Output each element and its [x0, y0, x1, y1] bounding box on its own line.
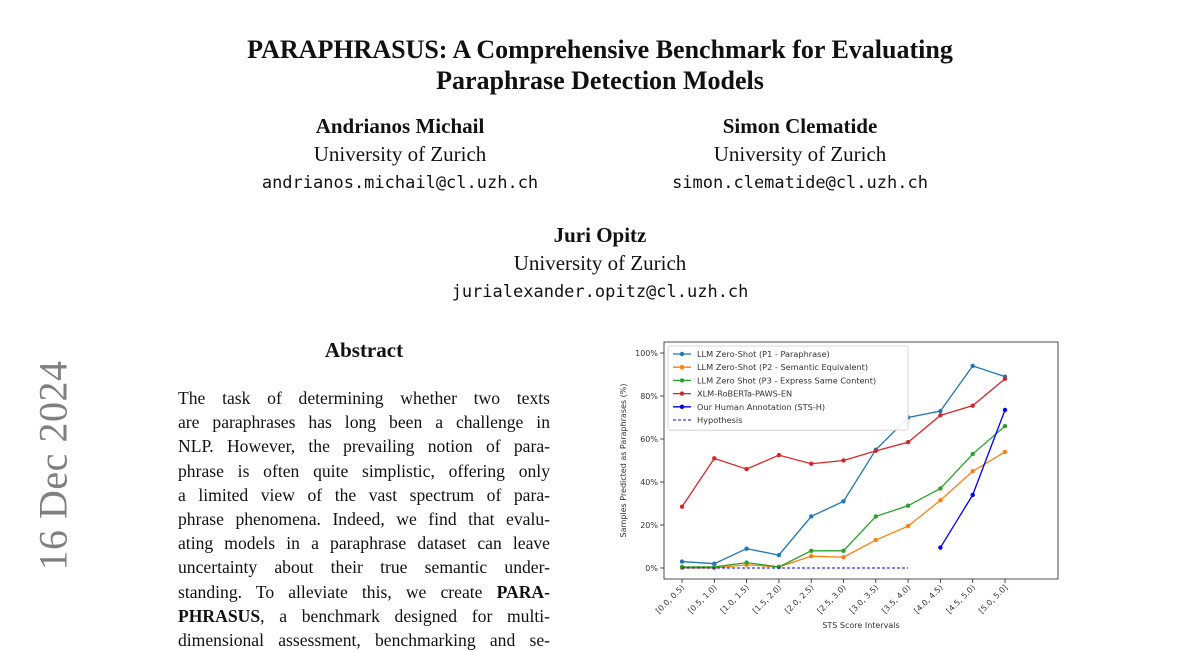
data-point [841, 549, 845, 553]
x-tick-label: [3.0, 3.5) [847, 583, 881, 616]
data-point [1003, 424, 1007, 428]
x-tick-label: [5.0, 5.0] [977, 583, 1010, 616]
data-point [938, 413, 942, 417]
abstract-line: ating models in a paraphrase dataset can leave [178, 533, 550, 554]
data-point [971, 469, 975, 473]
data-point [971, 452, 975, 456]
x-tick-label: [1.0, 1.5) [718, 583, 752, 616]
arxiv-date-stamp [8, 300, 98, 630]
y-tick-label: 0% [645, 564, 658, 573]
legend-swatch-marker [680, 378, 684, 382]
data-point [680, 565, 684, 569]
x-tick-label: [4.5, 5.0) [944, 583, 978, 616]
data-point [744, 467, 748, 471]
x-tick-label: [2.0, 2.5) [783, 583, 816, 616]
legend-swatch-marker [680, 352, 684, 356]
y-tick-label: 20% [640, 521, 658, 530]
y-tick-label: 60% [640, 435, 658, 444]
title-line-1: PARAPHRASUS: A Comprehensive Benchmark for Evaluating [247, 35, 953, 64]
abstract-line: are paraphrases has long been a challenge in [178, 412, 550, 433]
data-point [938, 498, 942, 502]
data-point [777, 553, 781, 557]
data-point [809, 514, 813, 518]
data-point [971, 403, 975, 407]
y-tick-label: 100% [635, 349, 658, 358]
legend-entry-label: LLM Zero-Shot (P2 - Semantic Equivalent) [697, 362, 869, 373]
author-affiliation: University of Zurich [713, 142, 887, 166]
legend-entry-label: LLM Zero Shot (P3 - Express Same Content) [697, 375, 877, 386]
legend-entry-label: Our Human Annotation (STS-H) [697, 401, 826, 412]
data-point [809, 554, 813, 558]
abstract-line: a limited view of the vast spectrum of para- [178, 484, 550, 505]
data-point [938, 545, 942, 549]
data-point [1003, 377, 1007, 381]
y-axis-label: Samples Predicted as Paraphrases (%) [619, 383, 628, 538]
line-chart [612, 336, 1072, 648]
paraphrasus-name-part: PARA- [496, 581, 550, 602]
author-name: Simon Clematide [722, 114, 878, 138]
paper-title [0, 34, 1200, 96]
data-point [906, 503, 910, 507]
data-point [874, 514, 878, 518]
figure-chart [612, 336, 1072, 648]
author-email: jurialexander.opitz@cl.uzh.ch [451, 282, 749, 302]
data-point [744, 546, 748, 550]
data-point [1003, 408, 1007, 412]
data-point [971, 364, 975, 368]
abstract-body [178, 386, 550, 652]
data-point [874, 538, 878, 542]
data-point [938, 409, 942, 413]
x-tick-label: [1.5, 2.0) [750, 583, 784, 616]
abstract-line: dimensional assessment, benchmarking and se- [178, 630, 550, 651]
abstract-line-mixed [178, 604, 550, 628]
legend-swatch-marker [680, 391, 684, 395]
data-point [971, 493, 975, 497]
data-point [744, 560, 748, 564]
author-block-3 [400, 221, 800, 307]
abstract-heading: Abstract [324, 338, 404, 362]
author-affiliation: University of Zurich [313, 142, 487, 166]
abstract-line-mixed [178, 580, 550, 604]
legend-entry-label: LLM Zero-Shot (P1 - Paraphrase) [697, 349, 830, 359]
legend-swatch-marker [680, 365, 684, 369]
data-point [712, 456, 716, 460]
abstract-text: , a benchmark designed for multi- [260, 605, 550, 626]
data-point [777, 565, 781, 569]
data-point [712, 565, 716, 569]
data-point [1003, 450, 1007, 454]
data-point [809, 462, 813, 466]
abstract-line: phrase is often quite simplistic, offering only [178, 460, 550, 481]
legend-entry-label: Hypothesis [697, 415, 743, 425]
data-point [809, 549, 813, 553]
author-email: simon.clematide@cl.uzh.ch [672, 173, 928, 193]
x-tick-label: [4.0, 4.5) [912, 583, 945, 616]
y-tick-label: 40% [640, 478, 658, 487]
data-point [841, 555, 845, 559]
author-email: andrianos.michail@cl.uzh.ch [261, 173, 539, 193]
title-line-2: Paraphrase Detection Models [436, 66, 764, 95]
x-tick-label: [0.5, 1.0) [686, 583, 719, 616]
abstract-line: phrase phenomena. Indeed, we find that evalu- [178, 509, 550, 530]
abstract-line: The task of determining whether two texts [178, 388, 550, 408]
x-tick-label: [3.5, 4.0) [880, 583, 913, 616]
data-point [680, 559, 684, 563]
author-block-2 [630, 112, 970, 198]
author-name: Andrianos Michail [315, 114, 485, 138]
data-point [680, 505, 684, 509]
author-block-1 [230, 112, 570, 198]
x-tick-label: [0.0, 0.5) [654, 583, 687, 616]
legend-swatch-marker [680, 405, 684, 409]
legend-entry-label: XLM-RoBERTa-PAWS-EN [697, 388, 793, 399]
author-name: Juri Opitz [553, 223, 647, 247]
arxiv-date-text: 16 Dec 2024 [30, 360, 76, 570]
y-tick-label: 80% [640, 392, 658, 401]
data-point [874, 449, 878, 453]
author-affiliation: University of Zurich [513, 251, 687, 275]
data-point [841, 458, 845, 462]
data-point [906, 524, 910, 528]
abstract-line: NLP. However, the prevailing notion of para- [178, 436, 550, 457]
data-point [938, 486, 942, 490]
x-axis-label: STS Score Intervals [822, 621, 900, 630]
data-point [841, 499, 845, 503]
x-tick-label: [2.5, 3.0) [815, 583, 848, 616]
paraphrasus-name-part: PHRASUS [178, 605, 261, 626]
abstract-text: standing. To alleviate this, we create [178, 581, 483, 602]
series-line [682, 426, 1005, 567]
abstract-line: uncertainty about their true semantic under- [178, 557, 550, 578]
data-point [906, 440, 910, 444]
data-point [777, 453, 781, 457]
